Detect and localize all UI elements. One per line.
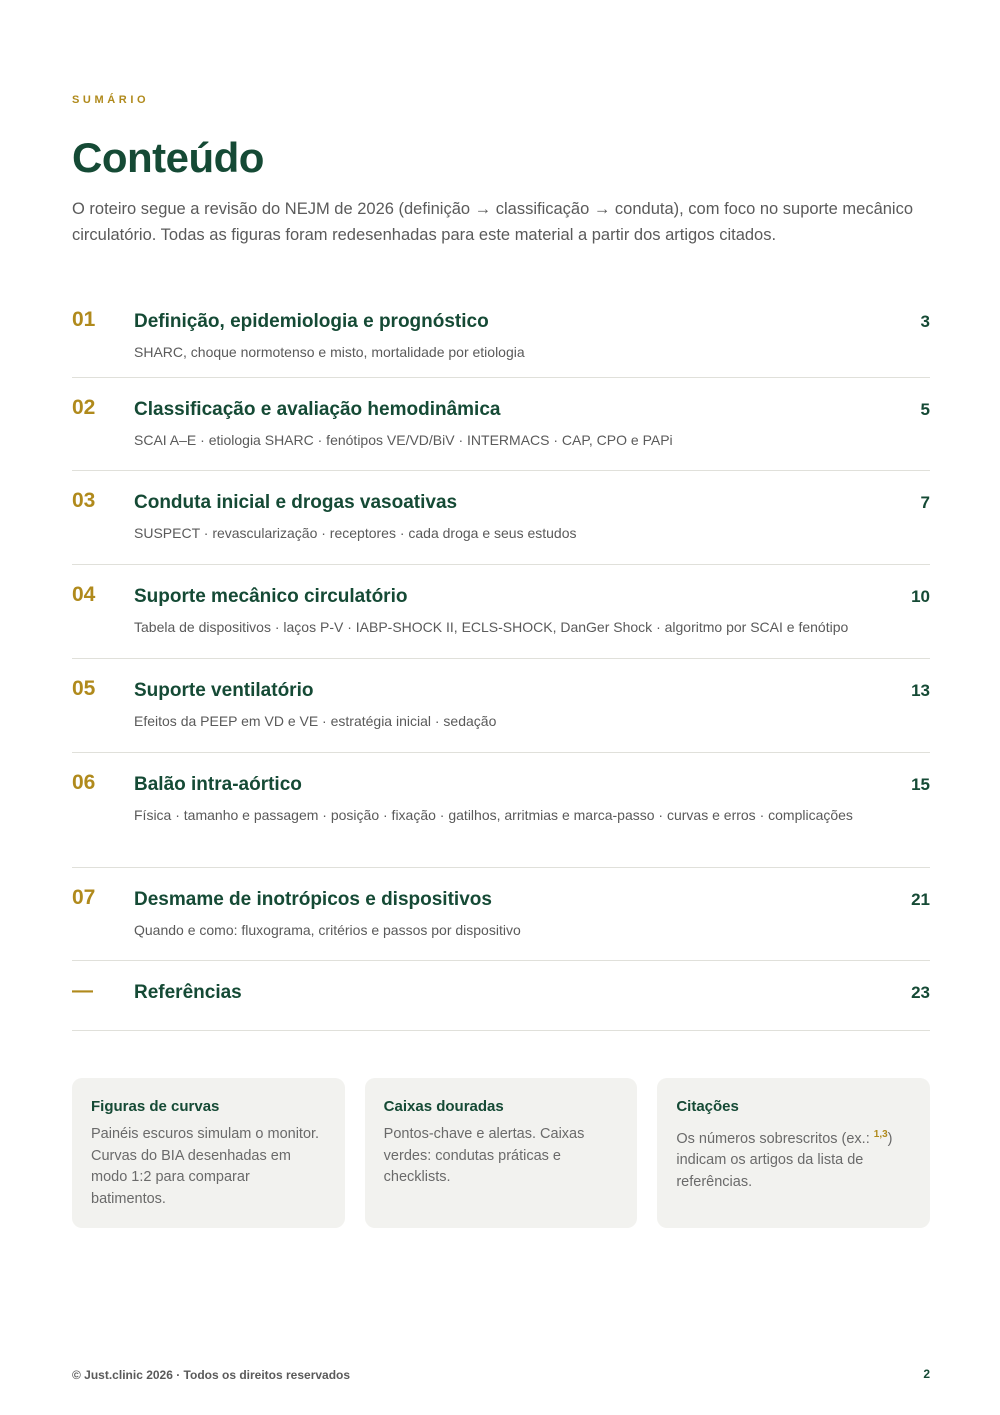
legend-card-curves: [72, 1078, 345, 1228]
toc-number: 06: [72, 771, 96, 794]
toc-subtitle: SHARC, choque normotenso e misto, mortalidade por etiologia: [134, 344, 525, 360]
toc-subtitle: Quando e como: fluxograma, critérios e passos por dispositivo: [134, 922, 521, 938]
toc-title[interactable]: Classificação e avaliação hemodinâmica: [134, 399, 501, 420]
footer-page-number: 2: [923, 1367, 930, 1381]
toc-page-number: 15: [911, 775, 930, 794]
toc-entry-05[interactable]: [72, 659, 930, 753]
toc-entry-07[interactable]: [72, 868, 930, 961]
toc-entry-references[interactable]: [72, 961, 930, 1031]
toc-subtitle: Física · tamanho e passagem · posição · fixação · gatilhos, arritmias e marca-passo · curvas e erros · complicações: [134, 807, 853, 823]
toc-title[interactable]: Suporte ventilatório: [134, 680, 314, 701]
toc-title[interactable]: Definição, epidemiologia e prognóstico: [134, 311, 489, 332]
section-eyebrow: SUMÁRIO: [72, 94, 150, 106]
toc-page-number: 7: [920, 493, 930, 512]
toc-subtitle: SUSPECT · revascularização · receptores · cada droga e seus estudos: [134, 525, 577, 541]
intro-paragraph: O roteiro segue a revisão do NEJM de 2026 (definição → classificação → conduta), com foco no suporte mecânico circulatório. Todas as figuras foram redesenhadas para este material a partir dos artigos citados.: [72, 200, 914, 244]
toc-number: 04: [72, 583, 96, 606]
toc-title[interactable]: Conduta inicial e drogas vasoativas: [134, 492, 458, 513]
toc-page-number: 13: [911, 681, 930, 700]
toc-subtitle: SCAI A–E · etiologia SHARC · fenótipos VE/VD/BiV · INTERMACS · CAP, CPO e PAPi: [134, 432, 673, 448]
table-of-contents: [72, 290, 930, 1031]
toc-number: 02: [72, 396, 96, 419]
toc-number: 05: [72, 677, 96, 700]
toc-page-number: 5: [920, 400, 930, 419]
card-body: [676, 1124, 911, 1193]
card-body-text: Os números sobrescritos (ex.:: [676, 1130, 874, 1147]
toc-entry-02[interactable]: [72, 378, 930, 471]
card-body: Painéis escuros simulam o monitor. Curvas do BIA desenhadas em modo 1:2 para comparar batimentos.: [91, 1126, 320, 1207]
citation-superscript: 1,3: [873, 1129, 888, 1140]
card-title: Figuras de curvas: [91, 1098, 220, 1115]
toc-title[interactable]: Balão intra-aórtico: [134, 774, 302, 795]
card-body-text: ) indicam os artigos da lista de referências.: [676, 1130, 893, 1190]
toc-entry-04[interactable]: [72, 565, 930, 659]
toc-dash: —: [72, 979, 93, 1002]
card-title: Citações: [676, 1098, 739, 1115]
legend-cards: [72, 1078, 930, 1228]
toc-page-number: 10: [911, 587, 930, 606]
toc-page-number: 23: [911, 983, 930, 1002]
toc-page-number: 3: [920, 312, 930, 331]
toc-title[interactable]: Referências: [134, 982, 242, 1003]
toc-number: 01: [72, 308, 96, 331]
toc-subtitle: Tabela de dispositivos · laços P-V · IABP-SHOCK II, ECLS-SHOCK, DanGer Shock · algoritmo por SCAI e fenótipo: [134, 619, 849, 635]
toc-subtitle: Efeitos da PEEP em VD e VE · estratégia inicial · sedação: [134, 713, 497, 729]
toc-entry-06[interactable]: [72, 753, 930, 868]
toc-entry-01[interactable]: [72, 290, 930, 378]
page-title: Conteúdo: [72, 134, 264, 181]
legend-card-citations: [657, 1078, 930, 1228]
toc-entry-03[interactable]: [72, 471, 930, 565]
card-body: Pontos-chave e alertas. Caixas verdes: condutas práticas e checklists.: [383, 1126, 585, 1185]
toc-number: 03: [72, 489, 96, 512]
card-title: Caixas douradas: [383, 1098, 504, 1115]
toc-title[interactable]: Desmame de inotrópicos e dispositivos: [134, 889, 492, 910]
footer-copyright: © Just.clinic 2026 · Todos os direitos reservados: [72, 1368, 351, 1382]
toc-page-number: 21: [911, 890, 930, 909]
toc-number: 07: [72, 886, 96, 909]
toc-title[interactable]: Suporte mecânico circulatório: [134, 586, 408, 607]
legend-card-gold-boxes: [365, 1078, 638, 1228]
